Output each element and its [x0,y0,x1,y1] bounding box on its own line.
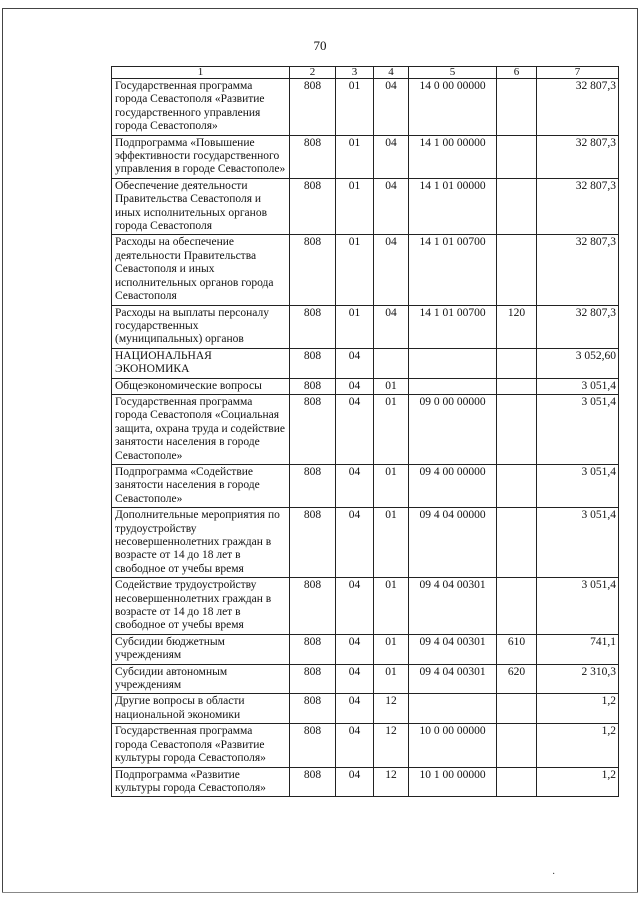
subsection-code-cell: 04 [374,305,409,348]
table-row [112,235,619,305]
target-article-cell: 09 4 00 00000 [409,464,497,507]
scan-edge-right [637,8,638,893]
ministry-code-cell: 808 [290,305,336,348]
amount-cell: 3 051,4 [537,578,619,635]
target-article-cell: 14 1 01 00700 [409,305,497,348]
row-name-cell: Подпрограмма «Повышение эффективности государственного управления в городе Севастополе» [112,135,290,178]
row-name-cell: Расходы на выплаты персоналу государственных (муниципальных) органов [112,305,290,348]
target-article-cell [409,378,497,394]
subsection-code-cell: 04 [374,79,409,136]
amount-cell: 32 807,3 [537,305,619,348]
section-code-cell: 01 [336,178,374,235]
table-row [112,767,619,797]
row-name-cell: Дополнительные мероприятия по трудоустройству несовершеннолетних граждан в возрасте от 14 до 18 лет в свободное от учебы время [112,508,290,578]
table-row [112,305,619,348]
expense-type-cell [497,235,537,305]
column-header: 2 [290,67,336,79]
amount-cell: 32 807,3 [537,178,619,235]
target-article-cell: 09 4 04 00301 [409,664,497,694]
section-code-cell: 04 [336,378,374,394]
subsection-code-cell: 01 [374,378,409,394]
row-name-cell: Общеэкономические вопросы [112,378,290,394]
amount-cell: 1,2 [537,767,619,797]
row-name-cell: Обеспечение деятельности Правительства Севастополя и иных исполнительных органов города Севастополя [112,178,290,235]
subsection-code-cell: 01 [374,634,409,664]
amount-cell: 32 807,3 [537,235,619,305]
target-article-cell: 10 0 00 00000 [409,724,497,767]
amount-cell: 3 051,4 [537,508,619,578]
target-article-cell: 14 1 01 00700 [409,235,497,305]
ministry-code-cell: 808 [290,767,336,797]
expense-type-cell [497,394,537,464]
subsection-code-cell: 12 [374,724,409,767]
section-code-cell: 04 [336,767,374,797]
subsection-code-cell: 01 [374,394,409,464]
section-code-cell: 01 [336,305,374,348]
table-row [112,724,619,767]
section-code-cell: 04 [336,508,374,578]
section-code-cell: 04 [336,634,374,664]
row-name-cell: Другие вопросы в области национальной экономики [112,694,290,724]
section-code-cell: 04 [336,348,374,378]
column-header: 1 [112,67,290,79]
subsection-code-cell: 01 [374,664,409,694]
column-header: 7 [537,67,619,79]
ministry-code-cell: 808 [290,235,336,305]
row-name-cell: Субсидии автономным учреждениям [112,664,290,694]
expense-type-cell [497,508,537,578]
row-name-cell: Государственная программа города Севастополя «Развитие государственного управления города Севастополя» [112,79,290,136]
expense-type-cell [497,348,537,378]
amount-cell: 3 051,4 [537,378,619,394]
row-name-cell: Государственная программа города Севастополя «Социальная защита, охрана труда и содействие занятости населения в городе Севастополе» [112,394,290,464]
section-code-cell: 04 [336,578,374,635]
scan-mark: · [552,869,556,880]
column-header: 5 [409,67,497,79]
section-code-cell: 04 [336,724,374,767]
ministry-code-cell: 808 [290,79,336,136]
column-header: 4 [374,67,409,79]
expense-type-cell: 620 [497,664,537,694]
ministry-code-cell: 808 [290,694,336,724]
expense-type-cell [497,378,537,394]
scan-edge-left [2,8,3,893]
table-row [112,394,619,464]
table-row [112,664,619,694]
amount-cell: 32 807,3 [537,135,619,178]
expense-type-cell [497,694,537,724]
amount-cell: 3 051,4 [537,464,619,507]
section-code-cell: 04 [336,664,374,694]
expense-type-cell [497,79,537,136]
expense-type-cell: 610 [497,634,537,664]
expense-type-cell [497,464,537,507]
target-article-cell: 14 0 00 00000 [409,79,497,136]
subsection-code-cell: 04 [374,178,409,235]
column-header: 3 [336,67,374,79]
ministry-code-cell: 808 [290,135,336,178]
ministry-code-cell: 808 [290,508,336,578]
amount-cell: 741,1 [537,634,619,664]
subsection-code-cell: 01 [374,578,409,635]
row-name-cell: Содействие трудоустройству несовершеннолетних граждан в возрасте от 14 до 18 лет в свободное от учебы время [112,578,290,635]
row-name-cell: Государственная программа города Севастополя «Развитие культуры города Севастополя» [112,724,290,767]
target-article-cell: 09 0 00 00000 [409,394,497,464]
ministry-code-cell: 808 [290,464,336,507]
amount-cell: 2 310,3 [537,664,619,694]
table-row [112,694,619,724]
section-code-cell: 01 [336,235,374,305]
row-name-cell: Подпрограмма «Содействие занятости населения в городе Севастополе» [112,464,290,507]
expense-type-cell [497,135,537,178]
subsection-code-cell: 04 [374,135,409,178]
table-row [112,79,619,136]
amount-cell: 1,2 [537,724,619,767]
ministry-code-cell: 808 [290,394,336,464]
expense-type-cell [497,724,537,767]
target-article-cell: 09 4 04 00301 [409,578,497,635]
row-name-cell: Субсидии бюджетным учреждениям [112,634,290,664]
section-code-cell: 01 [336,79,374,136]
page-number: 70 [313,38,327,53]
table-row [112,464,619,507]
table-row [112,634,619,664]
table-row [112,508,619,578]
target-article-cell [409,348,497,378]
scan-edge-top [2,8,638,9]
section-code-cell: 04 [336,464,374,507]
ministry-code-cell: 808 [290,578,336,635]
table-row [112,578,619,635]
ministry-code-cell: 808 [290,178,336,235]
target-article-cell: 10 1 00 00000 [409,767,497,797]
target-article-cell: 09 4 04 00301 [409,634,497,664]
table-row [112,378,619,394]
expense-type-cell [497,767,537,797]
ministry-code-cell: 808 [290,724,336,767]
ministry-code-cell: 808 [290,348,336,378]
target-article-cell: 09 4 04 00000 [409,508,497,578]
ministry-code-cell: 808 [290,378,336,394]
table-row [112,135,619,178]
target-article-cell: 14 1 00 00000 [409,135,497,178]
table-header-row [112,67,619,79]
table-row [112,178,619,235]
target-article-cell: 14 1 01 00000 [409,178,497,235]
expense-type-cell [497,578,537,635]
amount-cell: 32 807,3 [537,79,619,136]
ministry-code-cell: 808 [290,664,336,694]
subsection-code-cell: 12 [374,694,409,724]
budget-table [111,66,619,797]
row-name-cell: Расходы на обеспечение деятельности Правительства Севастополя и иных исполнительных органов города Севастополя [112,235,290,305]
table-row [112,348,619,378]
expense-type-cell [497,178,537,235]
section-code-cell: 01 [336,135,374,178]
section-code-cell: 04 [336,394,374,464]
row-name-cell: НАЦИОНАЛЬНАЯ ЭКОНОМИКА [112,348,290,378]
row-name-cell: Подпрограмма «Развитие культуры города Севастополя» [112,767,290,797]
ministry-code-cell: 808 [290,634,336,664]
amount-cell: 3 052,60 [537,348,619,378]
expense-type-cell: 120 [497,305,537,348]
subsection-code-cell: 04 [374,235,409,305]
subsection-code-cell: 12 [374,767,409,797]
amount-cell: 3 051,4 [537,394,619,464]
target-article-cell [409,694,497,724]
scan-edge-bottom [2,892,638,893]
subsection-code-cell: 01 [374,464,409,507]
subsection-code-cell [374,348,409,378]
amount-cell: 1,2 [537,694,619,724]
subsection-code-cell: 01 [374,508,409,578]
section-code-cell: 04 [336,694,374,724]
column-header: 6 [497,67,537,79]
